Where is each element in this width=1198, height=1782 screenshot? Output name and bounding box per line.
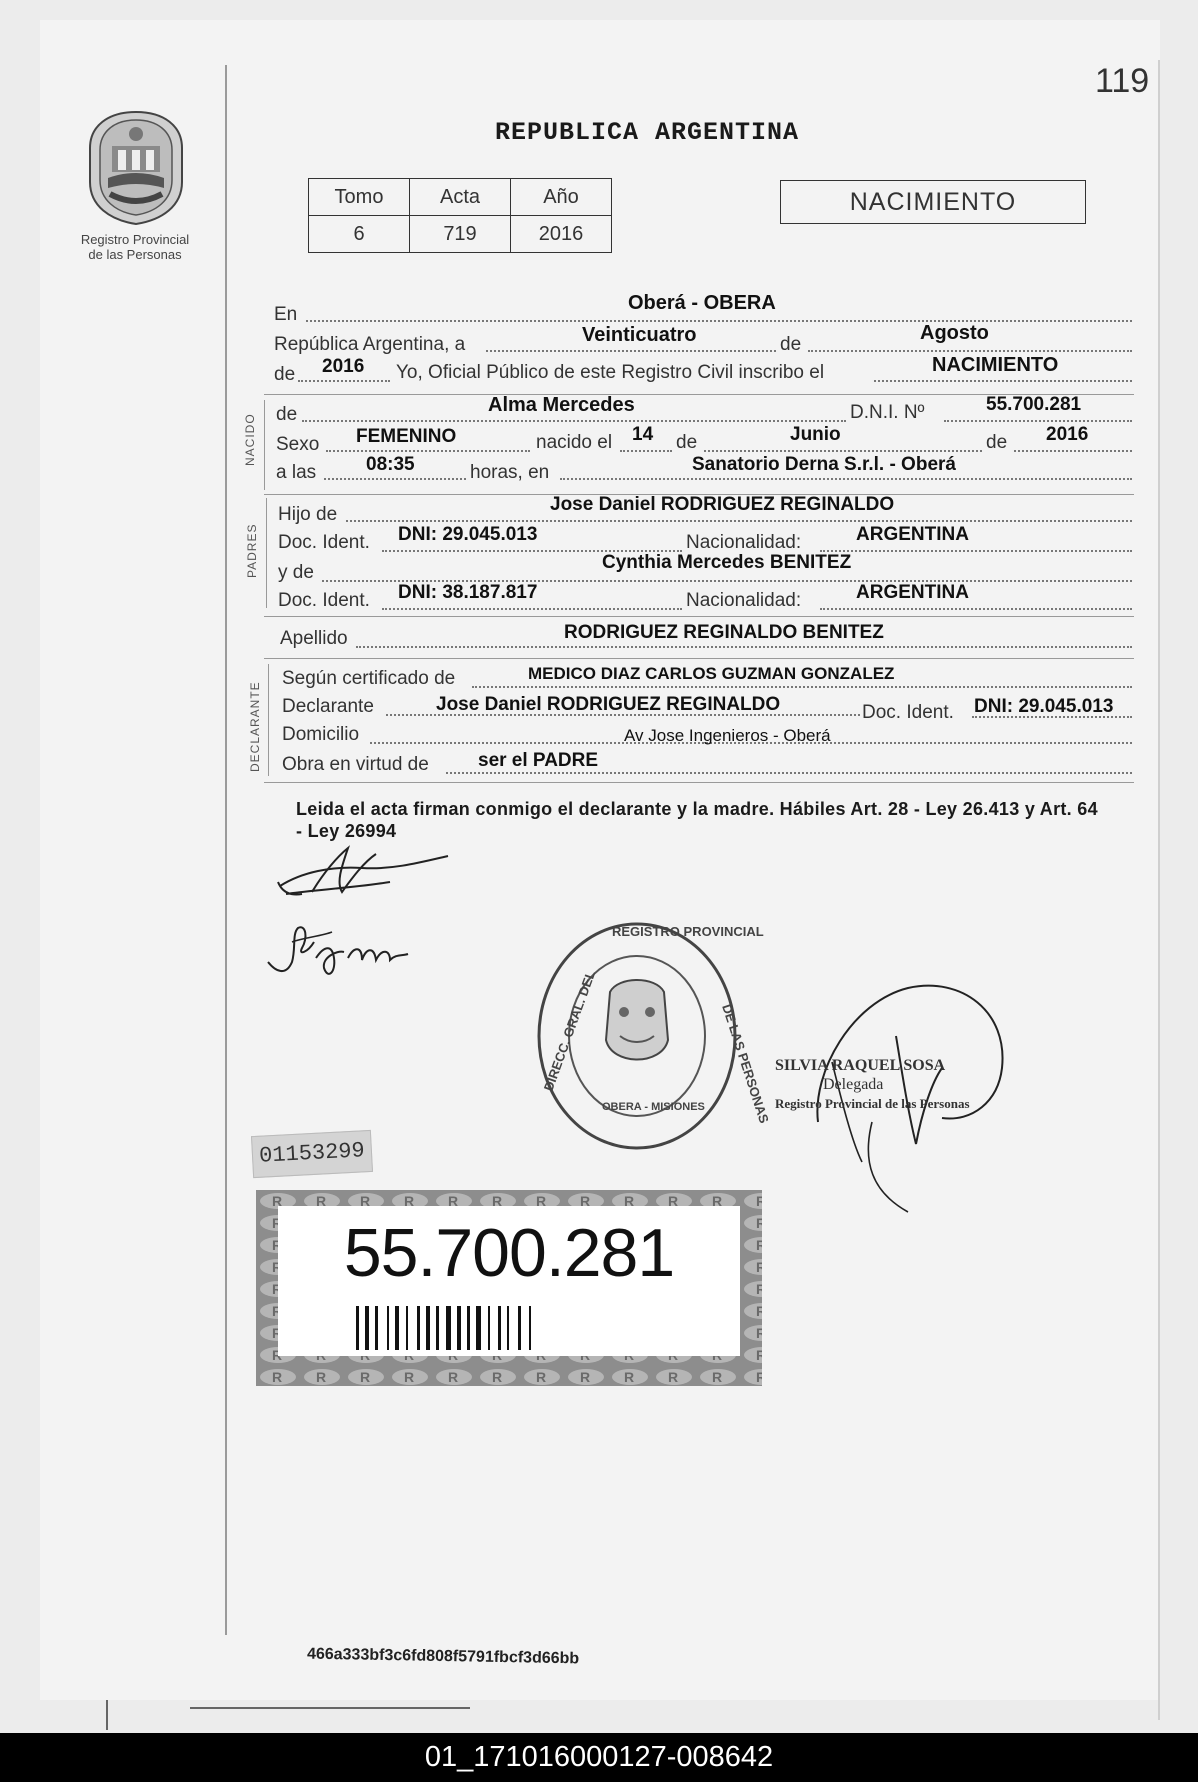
dotted-line xyxy=(944,420,1132,422)
certificado-label: Según certificado de xyxy=(282,668,456,689)
dotted-line xyxy=(820,608,1132,610)
barcode-icon xyxy=(356,1306,662,1350)
nacido-section-label: NACIDO xyxy=(243,413,257,466)
registry-value-ano: 2016 xyxy=(511,216,612,253)
de2-label: de xyxy=(274,364,296,385)
statement-label: Yo, Oficial Público de este Registro Civil inscribo el xyxy=(396,362,825,383)
section-divider xyxy=(264,782,1134,783)
dotted-line xyxy=(324,478,466,480)
dni-label: D.N.I. Nº xyxy=(850,402,925,423)
dotted-line xyxy=(302,420,846,422)
dotted-line xyxy=(486,350,776,352)
mother-name-value: Cynthia Mercedes BENITEZ xyxy=(602,552,852,573)
domicilio-label: Domicilio xyxy=(282,724,360,745)
certificado-value: MEDICO DIAZ CARLOS GUZMAN GONZALEZ xyxy=(528,664,895,683)
svg-text:DIRECC. GRAL. DEL: DIRECC. GRAL. DEL xyxy=(540,968,599,1094)
birth-day-value: 14 xyxy=(632,424,654,445)
section-bar xyxy=(268,664,269,776)
registry-table-header-row xyxy=(309,179,612,216)
declarante-section-label: DECLARANTE xyxy=(248,681,262,772)
registry-header-tomo: Tomo xyxy=(309,179,410,216)
apellido-value: RODRIGUEZ REGINALDO BENITEZ xyxy=(564,622,884,643)
svg-text:OBERA - MISIONES: OBERA - MISIONES xyxy=(602,1101,705,1113)
mother-doc-value: DNI: 38.187.817 xyxy=(398,582,538,603)
provincial-emblem-icon xyxy=(84,108,188,226)
scan-edge-line xyxy=(190,1707,470,1709)
de-name-label: de xyxy=(276,404,298,425)
child-dni-value: 55.700.281 xyxy=(986,394,1082,415)
id-number-sticker xyxy=(256,1190,762,1386)
emblem-caption-line-2: de las Personas xyxy=(88,247,182,262)
dotted-line xyxy=(560,478,1132,480)
birth-place-value: Sanatorio Derna S.r.l. - Oberá xyxy=(692,454,956,475)
sexo-value: FEMENINO xyxy=(356,426,457,447)
nacido-el-label: nacido el xyxy=(536,432,613,453)
horas-label: horas, en xyxy=(470,462,550,483)
section-bar xyxy=(264,400,265,490)
document-sheet xyxy=(40,20,1160,1700)
dotted-line xyxy=(356,646,1132,648)
serial-number-stamp: 01153299 xyxy=(251,1130,373,1178)
father-doc-label: Doc. Ident. xyxy=(278,532,370,553)
mother-nationality-value: ARGENTINA xyxy=(856,582,969,603)
svg-text:REGISTRO PROVINCIAL: REGISTRO PROVINCIAL xyxy=(612,924,764,939)
registry-header-acta: Acta xyxy=(410,179,511,216)
delegate-stamp xyxy=(775,1056,1015,1113)
delegate-office: Registro Provincial de las Personas xyxy=(775,1096,970,1111)
declarant-signature-icon xyxy=(272,842,472,900)
mother-signature-icon xyxy=(262,918,422,990)
registry-header-ano: Año xyxy=(511,179,612,216)
day-value: Veinticuatro xyxy=(582,324,697,346)
dotted-line xyxy=(1014,450,1132,452)
dotted-line xyxy=(874,380,1132,382)
place-value: Oberá - OBERA xyxy=(628,292,776,314)
domicilio-value: Av Jose Ingenieros - Oberá xyxy=(624,726,831,745)
month-value: Agosto xyxy=(920,322,989,344)
registry-seal-icon xyxy=(532,916,772,1156)
declarante-doc-label: Doc. Ident. xyxy=(862,702,954,723)
dotted-line xyxy=(472,686,1132,688)
delegate-role: Delegada xyxy=(823,1076,884,1093)
hijo-de-label: Hijo de xyxy=(278,504,338,525)
republica-label: República Argentina, a xyxy=(274,334,466,355)
left-margin-rule xyxy=(225,65,227,1635)
registry-table xyxy=(308,178,612,253)
dotted-line xyxy=(326,450,530,452)
apellido-label: Apellido xyxy=(280,628,348,649)
father-doc-value: DNI: 29.045.013 xyxy=(398,524,538,545)
father-nationality-value: ARGENTINA xyxy=(856,524,969,545)
en-label: En xyxy=(274,304,298,325)
de-label-3: de xyxy=(986,432,1008,453)
inscription-type-value: NACIMIENTO xyxy=(932,354,1059,376)
dotted-line xyxy=(382,608,682,610)
emblem-caption-line-1: Registro Provincial xyxy=(80,232,190,247)
page-number: 119 xyxy=(1095,62,1150,100)
dotted-line xyxy=(820,550,1132,552)
father-nationality-label: Nacionalidad: xyxy=(686,532,802,553)
delegate-name: SILVIA RAQUEL SOSA xyxy=(775,1057,946,1074)
birth-year-value: 2016 xyxy=(1046,424,1089,445)
sexo-label: Sexo xyxy=(276,434,320,455)
document-title: REPUBLICA ARGENTINA xyxy=(495,118,800,147)
document-hash: 466a333bf3c6fd808f5791fbcf3d66bb xyxy=(306,1645,580,1668)
dotted-line xyxy=(346,520,1132,522)
dotted-line xyxy=(704,450,982,452)
registry-value-tomo: 6 xyxy=(309,216,410,253)
section-divider xyxy=(264,616,1134,617)
registry-value-acta: 719 xyxy=(410,216,511,253)
dotted-line xyxy=(808,350,1132,352)
mother-nationality-label: Nacionalidad: xyxy=(686,590,802,611)
dotted-line xyxy=(306,320,1132,322)
scan-edge-mark xyxy=(106,1700,108,1730)
section-bar xyxy=(266,498,267,608)
child-name-value: Alma Mercedes xyxy=(488,394,635,416)
sticker-id-number: 55.700.281 xyxy=(343,1215,675,1291)
obra-label: Obra en virtud de xyxy=(282,754,429,775)
y-de-label: y de xyxy=(278,562,314,583)
birth-time-value: 08:35 xyxy=(366,454,415,475)
father-name-value: Jose Daniel RODRIGUEZ REGINALDO xyxy=(550,494,895,515)
mother-doc-label: Doc. Ident. xyxy=(278,590,370,611)
obra-value: ser el PADRE xyxy=(478,750,599,771)
dotted-line xyxy=(298,380,390,382)
section-divider xyxy=(264,658,1134,659)
footer-file-id: 01_171016000127-008642 xyxy=(0,1733,1198,1782)
emblem-caption xyxy=(70,232,200,262)
declarante-label: Declarante xyxy=(282,696,374,717)
de-label-2: de xyxy=(676,432,698,453)
padres-section-label: PADRES xyxy=(245,523,259,578)
de-label: de xyxy=(780,334,802,355)
sticker-label xyxy=(278,1206,740,1356)
right-margin-rule xyxy=(1158,60,1160,1720)
declarante-doc-value: DNI: 29.045.013 xyxy=(974,696,1114,717)
dotted-line xyxy=(446,772,1132,774)
year-value: 2016 xyxy=(322,356,365,377)
document-type-box: NACIMIENTO xyxy=(780,180,1086,224)
declarante-value: Jose Daniel RODRIGUEZ REGINALDO xyxy=(436,694,781,715)
birth-month-value: Junio xyxy=(790,424,841,445)
closing-statement: Leida el acta firman conmigo el declarante y la madre. Hábiles Art. 28 - Ley 26.413 y Art. 64 - Ley 26994 xyxy=(296,799,1098,841)
svg-text:DE LAS PERSONAS: DE LAS PERSONAS xyxy=(719,1002,772,1126)
a-las-label: a las xyxy=(276,462,317,483)
dotted-line xyxy=(620,450,672,452)
dotted-line xyxy=(972,716,1132,718)
registry-table-value-row xyxy=(309,216,612,253)
